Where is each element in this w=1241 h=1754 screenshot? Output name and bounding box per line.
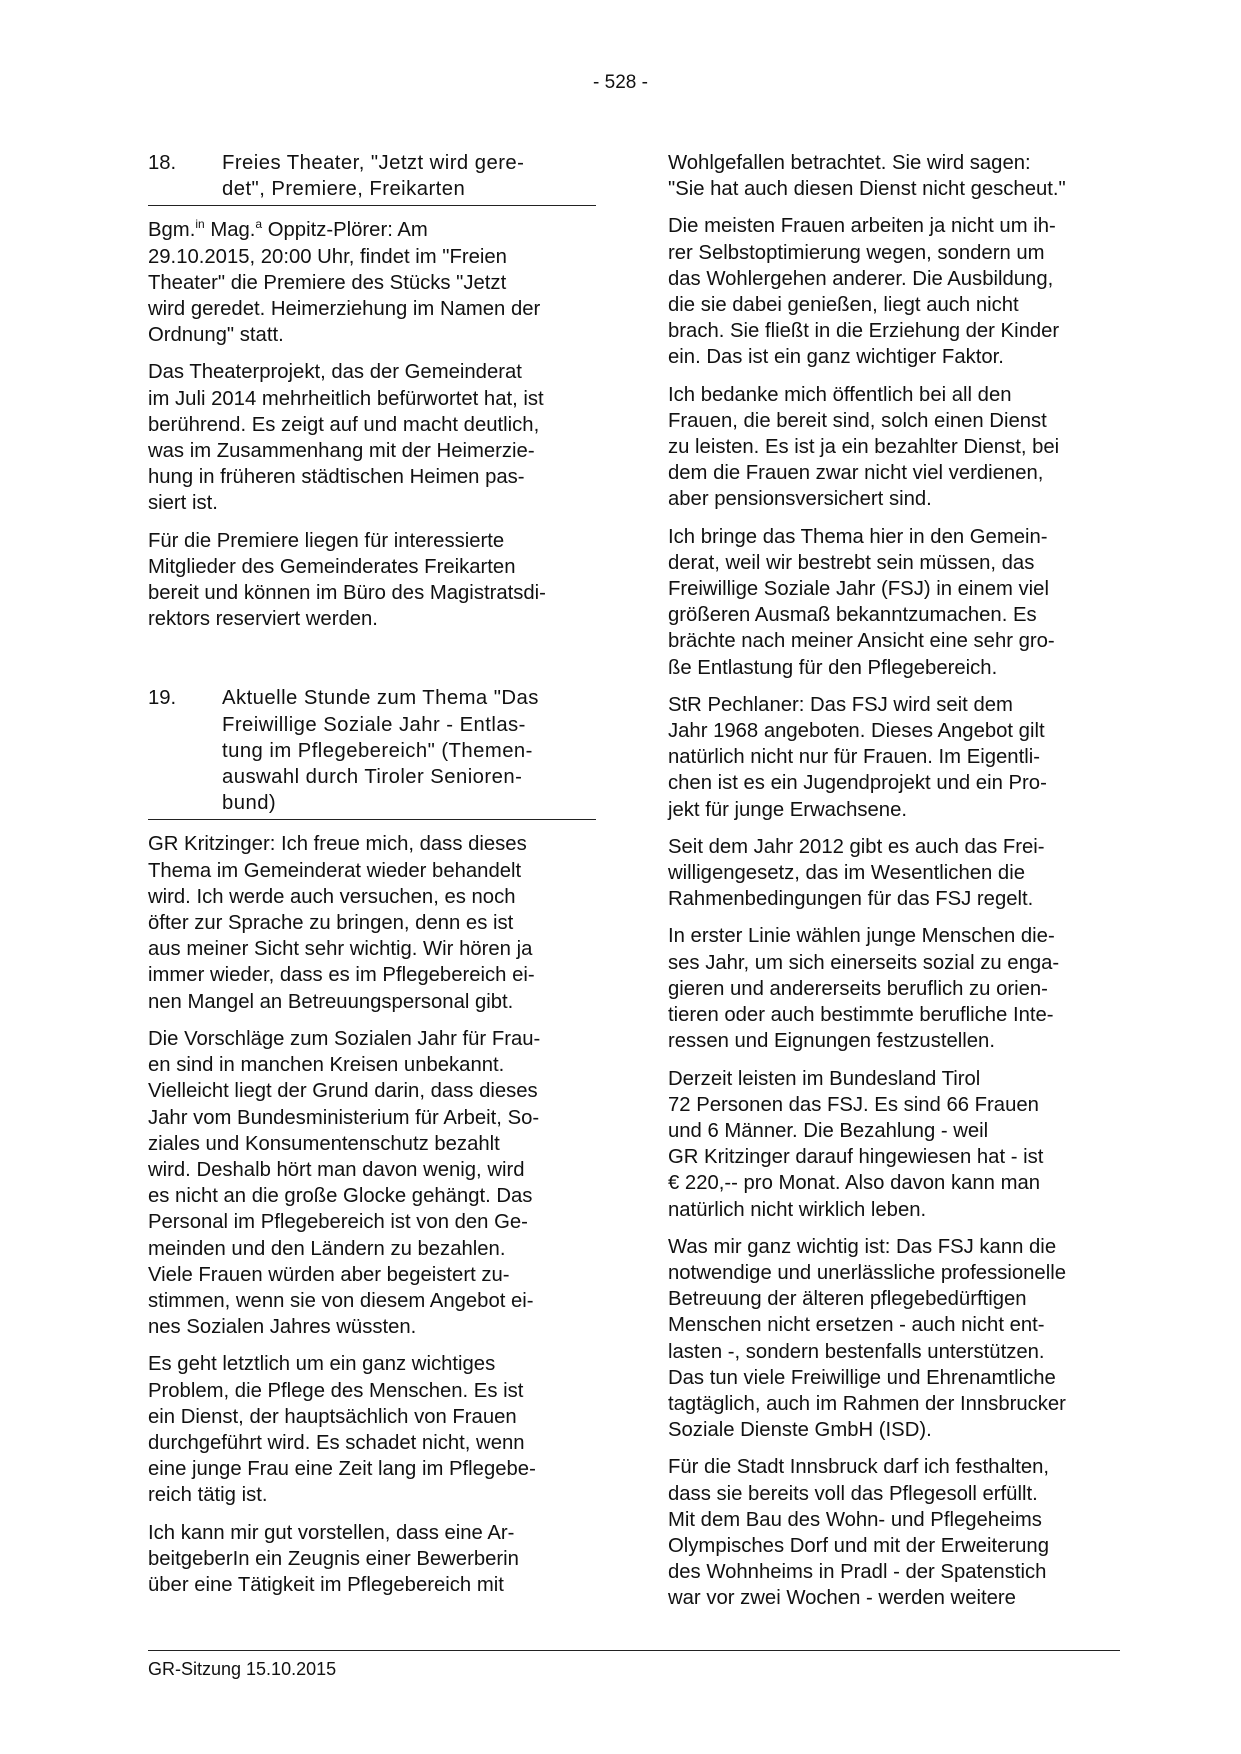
right-column-body <box>668 150 1116 1612</box>
paragraph: Wohlgefallen betrachtet. Sie wird sagen: "Sie hat auch diesen Dienst nicht gescheut." <box>668 152 1066 201</box>
superscript: in <box>195 217 205 232</box>
paragraph: Es geht letztlich um ein ganz wichtiges Problem, die Pflege des Menschen. Es ist ein Dienst, der hauptsächlich von Frauen durchgeführt wird. Es schadet nicht, wenn eine junge Frau eine Zeit lang im Pflegebe- reich tätig ist. <box>148 1353 536 1507</box>
paragraph: GR Kritzinger: Ich freue mich, dass dieses Thema im Gemeinderat wieder behandelt wird. Ich werde auch versuchen, es noch öfter zur Sprache zu bringen, denn es ist aus meiner Sicht sehr wichtig. Wir hören ja immer wieder, dass es im Pflegebereich ei- nen Mangel an Betreuungspersonal gibt. <box>148 833 535 1013</box>
agenda-item-number: 19. <box>148 687 177 710</box>
paragraph: Ich bringe das Thema hier in den Gemein- derat, weil wir bestrebt sein müssen, das Freiwillige Soziale Jahr (FSJ) in einem viel größeren Ausmaß bekanntzumachen. Es brächte nach meiner Ansicht eine sehr gro- ße Entlastung für den Pflegebereich. <box>668 525 1055 679</box>
agenda-item-title: Freies Theater, "Jetzt wird gere- det", Premiere, Freikarten <box>222 152 525 201</box>
paragraph: Derzeit leisten im Bundesland Tirol 72 Personen das FSJ. Es sind 66 Frauen und 6 Männer. Die Bezahlung - weil GR Kritzinger darauf hingewiesen hat - ist € 220,-- pro Monat. Also davon kann man natürlich nicht wirklich leben. <box>668 1067 1044 1221</box>
paragraph: StR Pechlaner: Das FSJ wird seit dem Jahr 1968 angeboten. Dieses Angebot gilt natürlich nicht nur für Frauen. Im Eigentli- chen ist es ein Jugendprojekt und ein Pro- jekt für junge Erwachsene. <box>668 693 1047 821</box>
paragraph: Ich bedanke mich öffentlich bei all den Frauen, die bereit sind, solch einen Dienst zu leisten. Es ist ja ein bezahlter Dienst, bei dem die Frauen zwar nicht viel verdienen, aber pensionsversichert sind. <box>668 383 1060 511</box>
left-column <box>148 150 596 1609</box>
speaker: Bgm. <box>148 219 196 242</box>
paragraph: Ich kann mir gut vorstellen, dass eine Ar- beitgeberIn ein Zeugnis einer Bewerberin über eine Tätigkeit im Pflegebereich mit <box>148 1521 519 1596</box>
paragraph: In erster Linie wählen junge Menschen die- ses Jahr, um sich einerseits sozial zu enga- gieren und andererseits beruflich zu orien- tieren oder auch bestimmte berufliche Inte- ressen und Eignungen festzustellen. <box>668 925 1060 1053</box>
paragraph: Das Theaterprojekt, das der Gemeinderat im Juli 2014 mehrheitlich befürwortet hat, ist berührend. Es zeigt auf und macht deutlich, was im Zusammenhang mit der Heimerzie- hung in früheren städtischen Heimen pas- siert ist. <box>148 361 544 515</box>
paragraph-text: 29.10.2015, 20:00 Uhr, findet im "Freien Theater" die Premiere des Stücks "Jetzt wird geredet. Heimerziehung im Namen der Ordnung" statt. <box>148 245 541 347</box>
paragraph: Seit dem Jahr 2012 gibt es auch das Frei- willigengesetz, das im Wesentlichen die Rahmenbedingungen für das FSJ regelt. <box>668 835 1045 911</box>
superscript: a <box>255 217 263 232</box>
paragraph: Für die Premiere liegen für interessierte Mitglieder des Gemeinderates Freikarten bereit und können im Büro des Magistratsdi- rektors reserviert werden. <box>148 529 546 631</box>
item19-body <box>148 831 596 1598</box>
item18-body <box>148 359 596 632</box>
speaker: Oppitz-Plörer: Am <box>262 219 428 242</box>
paragraph: Die meisten Frauen arbeiten ja nicht um ih- rer Selbstoptimierung wegen, sondern um das Wohlergehen anderer. Die Ausbildung, die sie dabei genießen, liegt auch nicht brach. Sie fließt in die Erziehung der Kinder ein. Das ist ein ganz wichtiger Faktor. <box>668 215 1060 369</box>
right-column <box>668 150 1116 1623</box>
footer-divider <box>148 1650 1120 1651</box>
agenda-item-title: Aktuelle Stunde zum Thema "Das Freiwillige Soziale Jahr - Entlas- tung im Pflegebereich" (Themen- auswahl durch Tiroler Senioren- bund) <box>222 687 539 815</box>
paragraph: Die Vorschläge zum Sozialen Jahr für Frau- en sind in manchen Kreisen unbekannt. Vielleicht liegt der Grund darin, dass dieses Jahr vom Bundesministerium für Arbeit, So- ziales und Konsumentenschutz bezahlt wird. Deshalb hört man davon wenig, wird es nicht an die große Glocke gehängt. Das Personal im Pflegebereich ist von den Ge- meinden und den Ländern zu bezahlen. Viele Frauen würden aber begeistert zu- stimmen, wenn sie von diesem Angebot ei- nes Sozialen Jahres wüssten. <box>148 1027 541 1339</box>
agenda-item-19-heading <box>148 685 596 820</box>
paragraph: Für die Stadt Innsbruck darf ich festhalten, dass sie bereits voll das Pflegesoll erfüllt. Mit dem Bau des Wohn- und Pflegeheims Olympisches Dorf und mit der Erweiterung des Wohnheims in Pradl - der Spatenstich war vor zwei Wochen - werden weitere <box>668 1456 1050 1610</box>
page-number: - 528 - <box>593 72 648 93</box>
footer-session-date: GR-Sitzung 15.10.2015 <box>148 1659 337 1679</box>
agenda-item-number: 18. <box>148 152 177 174</box>
paragraph: Was mir ganz wichtig ist: Das FSJ kann die notwendige und unerlässliche professionelle Betreuung der älteren pflegebedürftigen Menschen nicht ersetzen - auch nicht ent- lasten -, sondern bestenfalls unterstützen. Das tun viele Freiwillige und Ehrenamtliche tagtäglich, auch im Rahmen der Innsbrucker Soziale Dienste GmbH (ISD). <box>668 1235 1066 1442</box>
agenda-item-18-heading <box>148 150 596 206</box>
speaker: Mag. <box>204 219 256 242</box>
paragraph <box>148 217 596 348</box>
